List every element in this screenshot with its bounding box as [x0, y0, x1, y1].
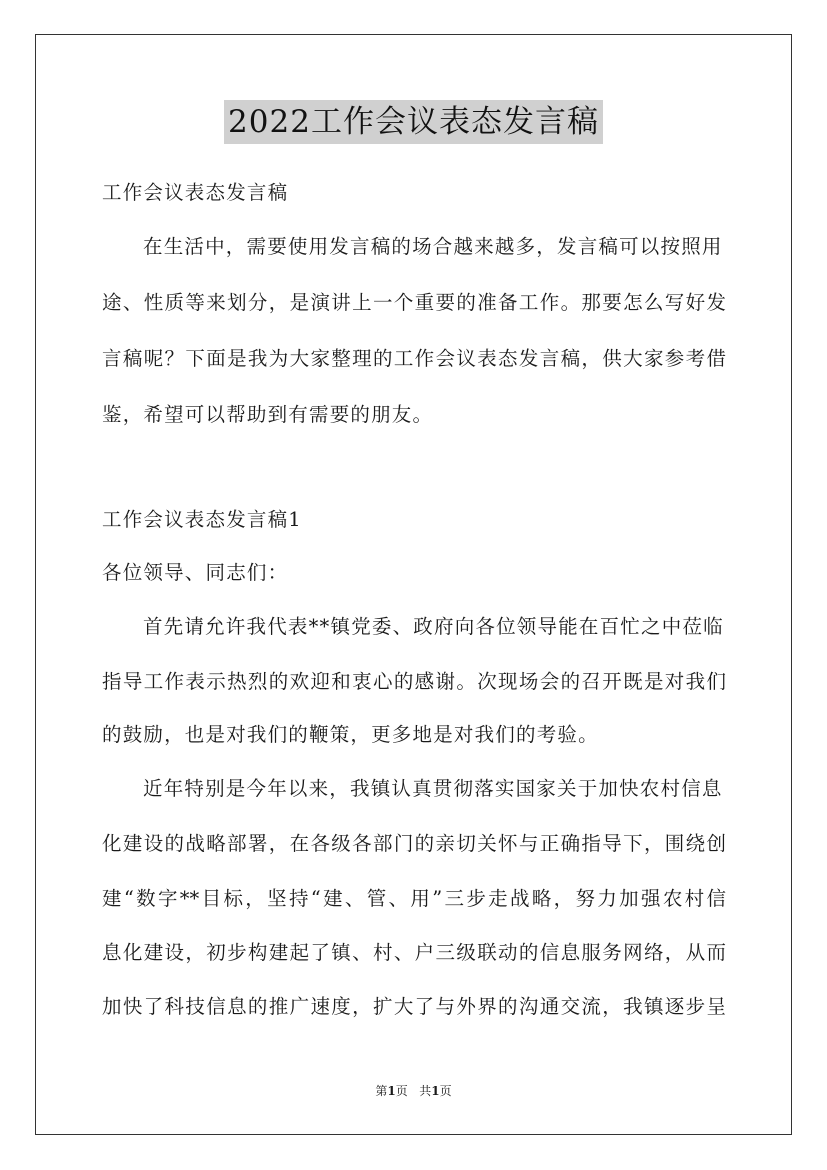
section-heading: 工作会议表态发言稿1 — [102, 508, 302, 531]
salutation: 各位领导、同志们： — [102, 561, 289, 584]
total-label-suffix: 页 — [439, 1084, 452, 1098]
total-pages: 1 — [431, 1084, 440, 1098]
paragraph-2-line-3: 的鼓励，也是对我们的鞭策，更多地是对我们的考验。 — [102, 723, 599, 746]
paragraph-3-line-4: 息化建设，初步构建起了镇、村、户三级联动的信息服务网络，从而 — [102, 941, 726, 964]
paragraph-3-line-2: 化建设的战略部署，在各级各部门的亲切关怀与正确指导下，围绕创 — [102, 832, 726, 855]
total-label-prefix: 共 — [419, 1084, 432, 1098]
page-number: 1 — [387, 1084, 396, 1098]
paragraph-3-line-3: 建“数字**目标，坚持“建、管、用”三步走战略，努力加强农村信 — [102, 887, 726, 910]
page-footer — [0, 1082, 827, 1099]
paragraph-3-line-1: 近年特别是今年以来，我镇认真贯彻落实国家关于加快农村信息 — [143, 777, 723, 800]
paragraph-2-line-2: 指导工作表示热烈的欢迎和衷心的感谢。次现场会的召开既是对我们 — [102, 670, 726, 693]
paragraph-1-line-4: 鉴，希望可以帮助到有需要的朋友。 — [102, 403, 434, 426]
paragraph-1-line-3: 言稿呢？下面是我为大家整理的工作会议表态发言稿，供大家参考借 — [102, 347, 726, 370]
document-title: 2022工作会议表态发言稿 — [224, 100, 603, 144]
paragraph-1-line-1: 在生活中，需要使用发言稿的场合越来越多，发言稿可以按照用 — [143, 235, 723, 258]
paragraph-1-line-2: 途、性质等来划分，是演讲上一个重要的准备工作。那要怎么写好发 — [102, 291, 726, 314]
paragraph-2-line-1: 首先请允许我代表**镇党委、政府向各位领导能在百忙之中莅临 — [143, 615, 724, 638]
page-label-suffix: 页 — [395, 1084, 408, 1098]
paragraph-3-line-5: 加快了科技信息的推广速度，扩大了与外界的沟通交流，我镇逐步呈 — [102, 995, 726, 1018]
subtitle-line: 工作会议表态发言稿 — [102, 181, 289, 204]
page-label-prefix: 第 — [375, 1084, 388, 1098]
title-container — [0, 100, 827, 144]
